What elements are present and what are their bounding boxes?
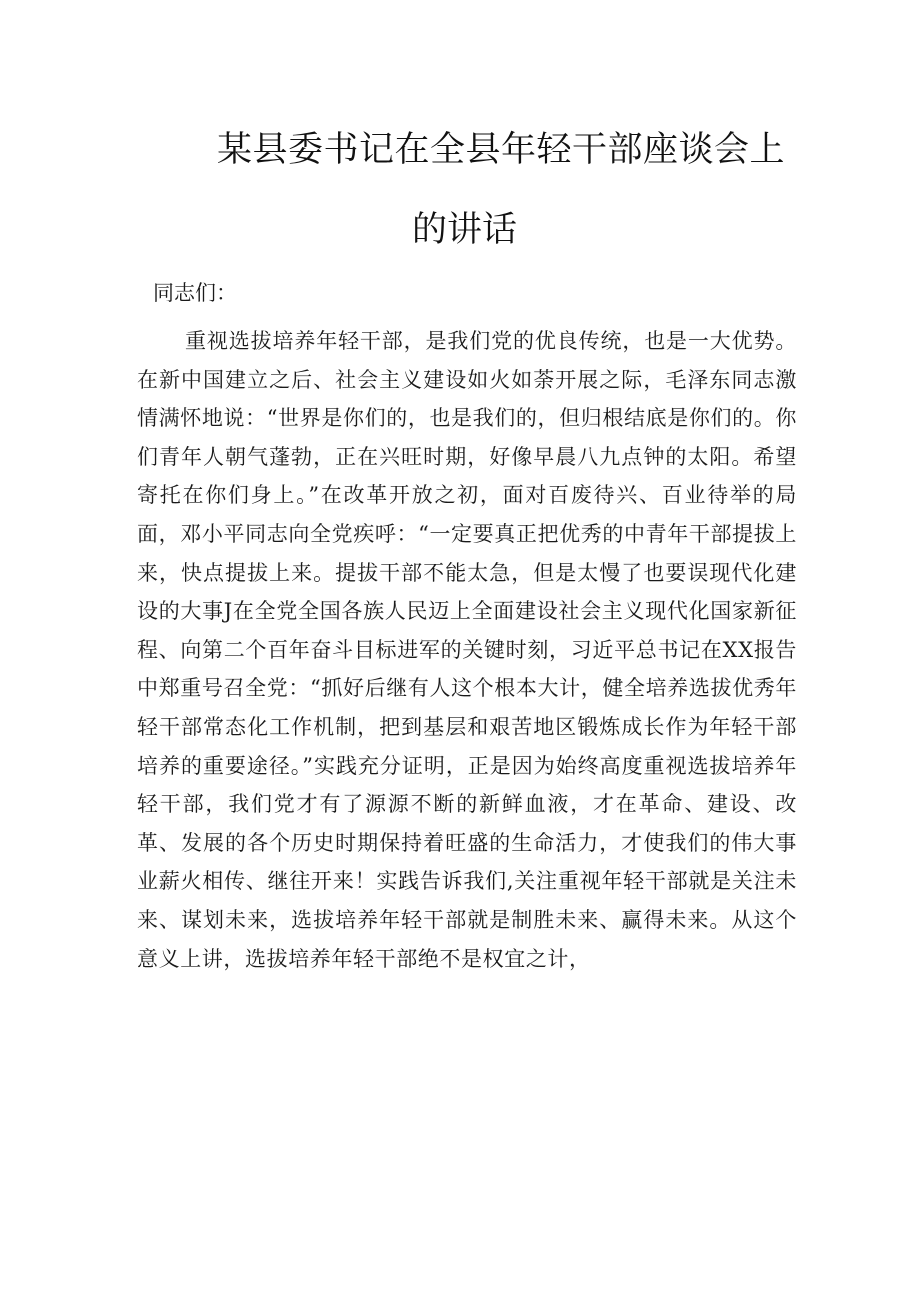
document-title-line-1: 某县委书记在全县年轻干部座谈会上	[217, 130, 786, 170]
document-title-line-2: 的讲话	[412, 210, 518, 250]
salutation: 同志们：	[153, 281, 237, 305]
body-paragraph: 重视选拔培养年轻干部，是我们党的优良传统，也是一大优势。在新中国建立之后、社会主义建设如火如荼开展之际，毛泽东同志激情满怀地说：“世界是你们的，也是我们的，但归根结底是你们的。你们青年人朝气蓬勃，正在兴旺时期，好像早晨八九点钟的太阳。希望寄托在你们身上。”在改革开放之初，面对百废待兴、百业待举的局面，邓小平同志向全党疾呼：“一定要真正把优秀的中青年干部提拔上来，快点提拔上来。提拔干部不能太急，但是太慢了也要误现代化建设的大事J在全党全国各族人民迈上全面建设社会主义现代化国家新征程、向第二个百年奋斗目标进军的关键时刻，习近平总书记在XX报告中郑重号召全党：“抓好后继有人这个根本大计，健全培养选拔优秀年轻干部常态化工作机制，把到基层和艰苦地区锻炼成长作为年轻干部培养的重要途径。”实践充分证明，正是因为始终高度重视选拔培养年轻干部，我们党才有了源源不断的新鲜血液，才在革命、建设、改革、发展的各个历史时期保持着旺盛的生命活力，才使我们的伟大事业薪火相传、继往开来！实践告诉我们,关注重视年轻干部就是关注未来、谋划未来，选拔培养年轻干部就是制胜未来、赢得未来。从这个意义上讲，选拔培养年轻干部绝不是权宜之计，	[137, 329, 797, 971]
